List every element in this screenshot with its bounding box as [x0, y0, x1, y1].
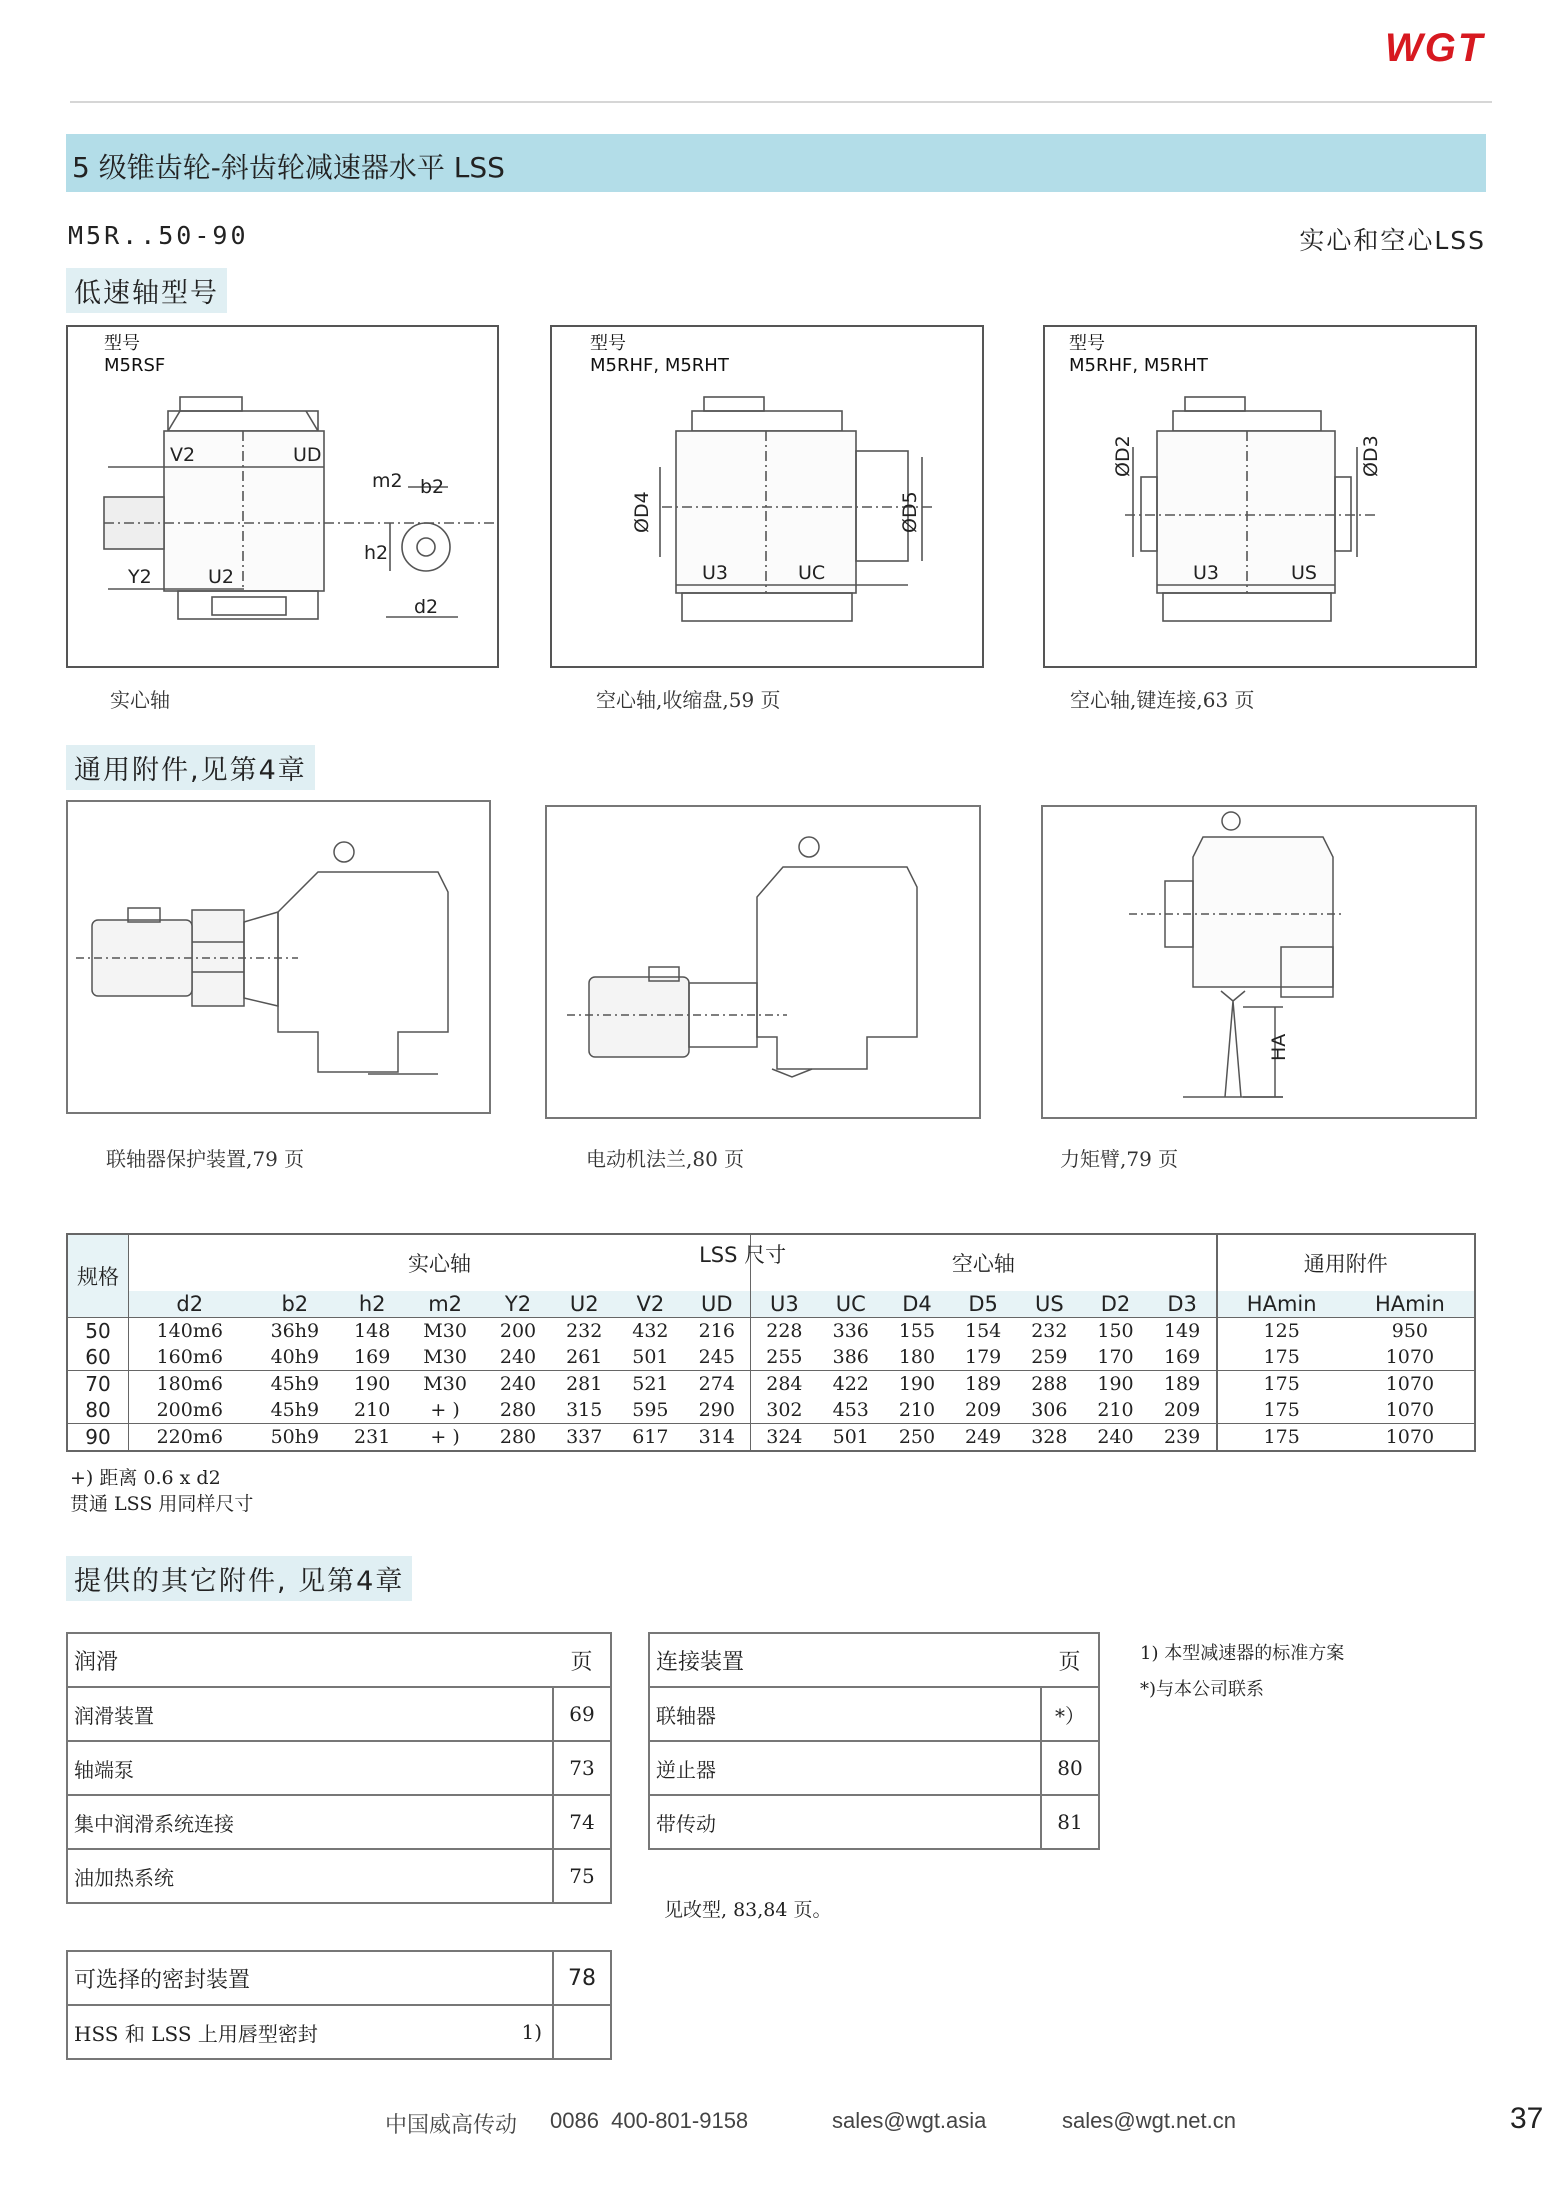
table-cell: 189 — [1149, 1371, 1217, 1398]
col-header: US — [1034, 1292, 1064, 1316]
dim-label: Y2 — [128, 566, 152, 588]
dim-label: h2 — [364, 542, 389, 564]
dim-label: V2 — [170, 444, 196, 466]
table-cell: 336 — [818, 1318, 884, 1345]
table-cell: 190 — [339, 1371, 405, 1398]
table-cell: 190 — [884, 1371, 950, 1398]
dim-label: ØD3 — [1360, 435, 1382, 477]
col-header: U2 — [569, 1292, 599, 1316]
caption-hollow-shrink: 空心轴,收缩盘,59 页 — [596, 688, 781, 712]
size-cell: 90 — [67, 1424, 129, 1452]
table-cell: 220m6 — [129, 1424, 251, 1452]
table-row — [67, 1371, 1475, 1398]
note-distance: +) 距离 0.6 x d2 — [70, 1467, 221, 1489]
col-header: D3 — [1167, 1292, 1197, 1316]
table-cell: 200 — [485, 1318, 551, 1345]
table-cell: 175 — [1217, 1424, 1346, 1452]
page-header: 页 — [553, 1633, 611, 1687]
table-cell: 255 — [751, 1344, 818, 1371]
section-other-heading: 提供的其它附件, 见第4章 — [66, 1556, 412, 1601]
col-header: U3 — [751, 1291, 818, 1318]
connections-header: 连接装置 — [649, 1633, 1041, 1687]
table-cell: 261 — [566, 1346, 603, 1368]
table-cell: 50h9 — [251, 1424, 340, 1452]
size-cell: 80 — [67, 1397, 129, 1424]
connection-item: 逆止器 — [649, 1741, 1041, 1795]
seals-table — [66, 1950, 612, 2060]
table-cell: 155 — [884, 1318, 950, 1345]
caption-hollow-key: 空心轴,键连接,63 页 — [1070, 688, 1255, 712]
figure-torque-arm — [1041, 805, 1477, 1119]
table-cell: 216 — [683, 1318, 750, 1345]
dim-label: d2 — [414, 596, 439, 618]
lss-dimensions-header: LSS 尺寸 — [699, 1243, 787, 1267]
table-cell: 125 — [1217, 1318, 1346, 1345]
table-cell: 432 — [617, 1318, 683, 1345]
lubrication-item: 轴端泵 — [67, 1741, 553, 1795]
table-cell: 240 — [499, 1346, 537, 1368]
dim-label-ha: HA — [1268, 1033, 1290, 1061]
col-header: D4 — [902, 1292, 932, 1316]
model-code: M5RHF, M5RHT — [1069, 355, 1208, 376]
diagram-solid-shaft — [66, 325, 499, 668]
size-cell: 70 — [67, 1371, 129, 1398]
lubrication-item: 油加热系统 — [67, 1849, 553, 1903]
table-cell: 209 — [1163, 1399, 1201, 1421]
col-header: D5 — [968, 1292, 998, 1316]
table-cell: 232 — [1016, 1318, 1082, 1345]
table-cell: 189 — [950, 1371, 1016, 1398]
table-cell: 284 — [751, 1371, 818, 1398]
page-number: 37 — [1510, 2102, 1544, 2135]
table-cell: 140m6 — [129, 1318, 251, 1345]
table-cell: 245 — [698, 1346, 735, 1368]
table-cell: 170 — [1097, 1346, 1134, 1368]
table-cell: 160m6 — [156, 1346, 223, 1368]
diagram-hollow-shrink — [550, 325, 984, 668]
solid-shaft-header: 实心轴 — [129, 1234, 751, 1291]
table-cell: 45h9 — [251, 1371, 340, 1398]
common-accessory-header: 通用附件 — [1217, 1234, 1475, 1291]
col-header: d2 — [176, 1292, 204, 1316]
type-label: 型号 — [590, 333, 626, 354]
table-cell: 302 — [751, 1397, 818, 1424]
table-cell: 169 — [354, 1346, 391, 1368]
table-cell: 150 — [1082, 1318, 1148, 1345]
col-header: m2 — [428, 1292, 463, 1316]
table-cell: 314 — [683, 1424, 750, 1452]
section-lss-heading: 低速轴型号 — [66, 268, 227, 313]
lubrication-page: 73 — [553, 1741, 611, 1795]
table-cell: M30 — [405, 1371, 485, 1398]
connection-page: *） — [1041, 1687, 1099, 1741]
table-cell: 280 — [499, 1399, 537, 1421]
section-accessories-heading: 通用附件,见第4章 — [66, 745, 315, 790]
table-cell: 281 — [551, 1371, 617, 1398]
table-cell: 250 — [884, 1424, 950, 1452]
table-cell: 386 — [832, 1346, 869, 1368]
table-cell: 169 — [1163, 1346, 1201, 1368]
table-cell: 521 — [617, 1371, 683, 1398]
table-cell: 240 — [1082, 1424, 1148, 1452]
connection-page: 81 — [1041, 1795, 1099, 1849]
table-cell: 324 — [751, 1424, 818, 1452]
table-cell: 1070 — [1346, 1397, 1475, 1424]
table-cell: 175 — [1217, 1397, 1346, 1424]
dim-label: b2 — [420, 476, 445, 498]
connections-note: 见改型, 83,84 页。 — [664, 1899, 832, 1921]
lubrication-item: 润滑装置 — [67, 1687, 553, 1741]
title-banner — [66, 134, 1486, 192]
col-header: h2 — [358, 1292, 386, 1316]
footer-email-1[interactable]: sales@wgt.asia — [832, 2108, 987, 2133]
col-header: b2 — [281, 1292, 309, 1316]
table-cell: 1070 — [1346, 1344, 1475, 1371]
model-range: M5R..50-90 — [68, 221, 249, 250]
caption-coupling-guard: 联轴器保护装置,79 页 — [106, 1147, 305, 1171]
table-cell: 180 — [898, 1346, 936, 1368]
page-header: 页 — [1041, 1633, 1099, 1687]
table-cell: 617 — [617, 1424, 683, 1452]
size-cell: 60 — [67, 1344, 129, 1371]
figure-coupling-guard — [66, 800, 491, 1114]
table-cell: 595 — [632, 1399, 669, 1421]
col-header: D2 — [1100, 1292, 1131, 1316]
table-cell: 280 — [485, 1424, 551, 1452]
table-cell: 210 — [1097, 1399, 1134, 1421]
table-cell: 274 — [683, 1371, 750, 1398]
table-cell: 154 — [950, 1318, 1016, 1345]
table-cell: 180m6 — [129, 1371, 251, 1398]
table-cell: 228 — [751, 1318, 818, 1345]
seals-header: 可选择的密封装置 — [67, 1951, 553, 2005]
connection-item: 联轴器 — [649, 1687, 1041, 1741]
seals-mark: 1) — [521, 2020, 542, 2044]
page-title: 5 级锥齿轮-斜齿轮减速器水平 LSS — [72, 151, 505, 184]
table-row — [67, 1424, 1475, 1452]
table-cell: 175 — [1217, 1344, 1346, 1371]
col-header: HAmin — [1346, 1291, 1475, 1318]
lubrication-page: 69 — [553, 1687, 611, 1741]
hollow-shaft-header — [699, 1234, 1217, 1291]
table-cell: 950 — [1346, 1318, 1475, 1345]
dim-label: U3 — [1193, 562, 1219, 584]
table-cell: + ) — [405, 1424, 485, 1452]
lubrication-table — [66, 1632, 612, 1904]
table-cell: 40h9 — [270, 1346, 320, 1368]
caption-motor-flange: 电动机法兰,80 页 — [586, 1147, 745, 1171]
table-cell: 422 — [818, 1371, 884, 1398]
dim-label: ØD5 — [899, 491, 921, 533]
table-cell: + ) — [430, 1399, 460, 1421]
dim-label: U3 — [702, 562, 728, 584]
table-cell: 231 — [339, 1424, 405, 1452]
footnote: *)与本公司联系 — [1140, 1679, 1265, 1700]
table-cell: 190 — [1082, 1371, 1148, 1398]
col-header: Y2 — [504, 1292, 532, 1316]
dimension-table — [66, 1233, 1476, 1452]
table-row — [67, 1318, 1475, 1345]
table-cell: 306 — [1031, 1399, 1068, 1421]
model-code: M5RSF — [104, 355, 166, 376]
shaft-types: 实心和空心LSS — [1299, 226, 1486, 255]
connection-item: 带传动 — [649, 1795, 1041, 1849]
lubrication-item: 集中润滑系统连接 — [67, 1795, 553, 1849]
solid-shaft-drawing — [68, 327, 497, 666]
table-cell: 1070 — [1346, 1424, 1475, 1452]
table-cell: 249 — [950, 1424, 1016, 1452]
table-cell: 210 — [354, 1399, 391, 1421]
table-cell: 200m6 — [156, 1399, 223, 1421]
table-cell: 148 — [339, 1318, 405, 1345]
table-cell: 209 — [965, 1399, 1002, 1421]
table-cell: M30 — [423, 1346, 467, 1368]
table-cell: 315 — [566, 1399, 603, 1421]
table-cell: 288 — [1016, 1371, 1082, 1398]
table-cell: 328 — [1016, 1424, 1082, 1452]
size-cell: 50 — [67, 1318, 129, 1345]
coupling-guard-drawing — [68, 802, 489, 1112]
table-cell: 290 — [698, 1399, 735, 1421]
note-through-lss: 贯通 LSS 用同样尺寸 — [70, 1493, 254, 1515]
col-header: V2 — [636, 1292, 665, 1316]
table-cell: 337 — [551, 1424, 617, 1452]
lubrication-page: 74 — [553, 1795, 611, 1849]
footer-company: 中国威高传动 — [385, 2112, 518, 2137]
type-label: 型号 — [104, 333, 140, 354]
seals-item: HSS 和 LSS 上用唇型密封 — [74, 2021, 318, 2046]
motor-flange-drawing — [547, 807, 979, 1117]
header-divider — [70, 101, 1492, 103]
dim-label: UC — [798, 562, 826, 584]
col-header: HAmin — [1217, 1291, 1346, 1318]
table-row — [67, 1397, 1475, 1424]
hollow-shaft-label: 空心轴 — [951, 1252, 1015, 1276]
dim-label: ØD2 — [1112, 435, 1134, 477]
table-cell: 259 — [1031, 1346, 1068, 1368]
lubrication-page: 75 — [553, 1849, 611, 1903]
table-cell: 45h9 — [270, 1399, 320, 1421]
table-cell: 175 — [1217, 1371, 1346, 1398]
table-cell: 239 — [1149, 1424, 1217, 1452]
table-cell: 501 — [818, 1424, 884, 1452]
table-cell: 179 — [965, 1346, 1002, 1368]
table-cell: 149 — [1149, 1318, 1217, 1345]
footnotes — [1140, 1636, 1344, 1708]
dim-label: U2 — [208, 566, 234, 588]
col-header: UD — [701, 1292, 733, 1316]
seals-page: 78 — [553, 1951, 611, 2005]
table-cell: 453 — [832, 1399, 869, 1421]
dim-label: m2 — [372, 470, 403, 492]
caption-solid-shaft: 实心轴 — [110, 688, 170, 712]
dim-label: ØD4 — [631, 491, 653, 533]
hollow-key-drawing — [1045, 327, 1475, 666]
table-cell: 232 — [551, 1318, 617, 1345]
dimension-table-body — [67, 1318, 1475, 1452]
model-code: M5RHF, M5RHT — [590, 355, 729, 376]
table-row — [67, 1344, 1475, 1371]
dim-label: US — [1291, 562, 1317, 584]
figure-motor-flange — [545, 805, 981, 1119]
table-cell: 501 — [632, 1346, 669, 1368]
table-cell: 36h9 — [251, 1318, 340, 1345]
type-label: 型号 — [1069, 333, 1105, 354]
table-cell: 1070 — [1346, 1371, 1475, 1398]
dim-label: UD — [293, 444, 322, 466]
torque-arm-drawing — [1043, 807, 1475, 1117]
hollow-shrink-drawing — [552, 327, 982, 666]
brand-logo: WGT — [1385, 26, 1485, 70]
table-notes — [70, 1465, 253, 1517]
caption-torque-arm: 力矩臂,79 页 — [1060, 1147, 1179, 1171]
footnote: 1) 本型减速器的标准方案 — [1140, 1643, 1345, 1664]
col-header: UC — [835, 1292, 866, 1316]
connections-table — [648, 1632, 1100, 1850]
footer-phone: 0086 400-801-9158 — [550, 2108, 749, 2133]
lubrication-header: 润滑 — [67, 1633, 553, 1687]
connection-page: 80 — [1041, 1741, 1099, 1795]
size-header: 规格 — [67, 1234, 129, 1318]
table-cell: M30 — [405, 1318, 485, 1345]
table-cell: 210 — [898, 1399, 936, 1421]
footer-email-2[interactable]: sales@wgt.net.cn — [1062, 2108, 1236, 2133]
diagram-hollow-key — [1043, 325, 1477, 668]
table-cell: 240 — [485, 1371, 551, 1398]
